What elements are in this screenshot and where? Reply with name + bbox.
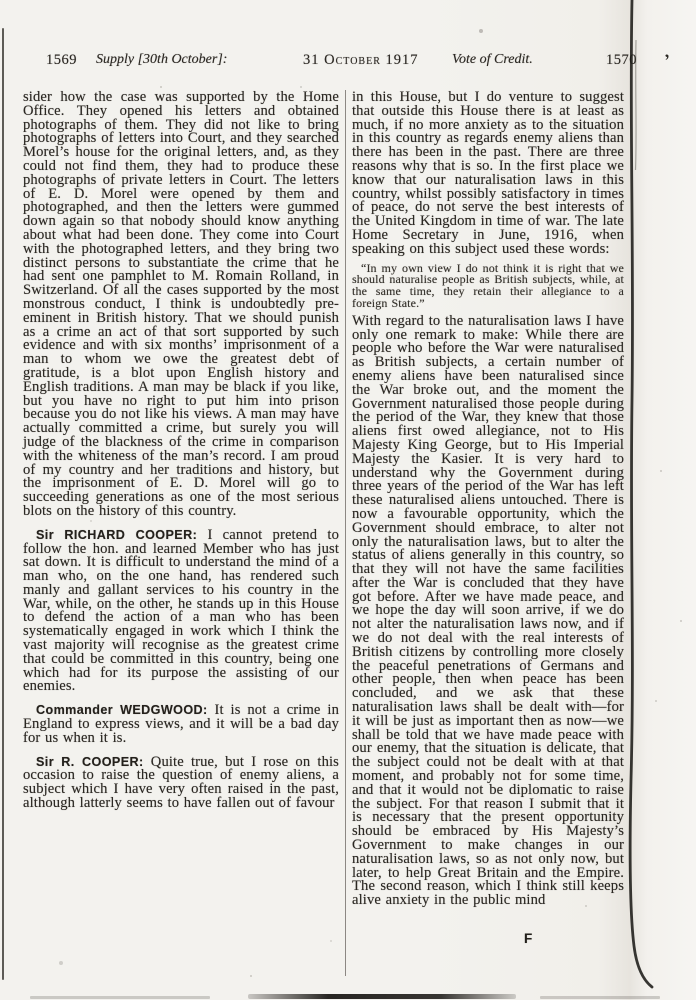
paragraph-continuation-right: in this House, but I do venture to suggest that outside this House there is at least as much, if no more anxiety as to the situation in this country as regards enemy aliens than there has been in the past. There are three reasons why that is so. In the first place we know that our naturalisation laws in this country, whilst possibly satisfactory in times of peace, do not serve the best interests of the United Kingdom in time of war. The late Home Secretary in June, 1916, when speaking on this subject used these words:: [352, 89, 624, 257]
running-title-left: Supply [30th October]:: [96, 52, 228, 67]
scan-smudge-right: [540, 996, 660, 999]
signature-mark: F: [524, 931, 533, 946]
header-date: 31 October 1917: [303, 52, 419, 68]
page-number-left: 1569: [46, 52, 77, 68]
paragraph-naturalisation: With regard to the naturalisation laws I have only one remark to make: While there are people who before the War were naturalised as British subjects, a certain number of enemy aliens have been naturalised since the War broke out, and the moment the Government naturalised those people during the period of the War, they knew that those aliens first owed allegiance, not to His Majesty King George, but to His Imperial Majesty the Kasier. It is very hard to understand why the Government during three years of the period of the War has left these naturalised aliens untouched. There is now a favourable opportunity, which the Government should embrace, to alter not only the naturalisation laws, but to alter the status of aliens generally in this country, so that they will not have the same facilities after the War is concluded that they have got before. After we have made peace, and we hope the day will soon arrive, if we do not alter the naturalisation laws now, and if we do not deal with the real interests of British citizens by controlling more closely the peaceful penetrations of Germans and other people, then when peace has been concluded, and we ask that these naturalisation laws shall be dealt with—for it will be just as important then as now—we shall be told that we have made peace with our enemy, that the situation is delicate, that the subject could not be dealt with at that moment, and probably not for some time, and that it would not be diplomatic to raise the subject. For that reason I submit that it is necessary that the present opportunity should be embraced by His Majesty’s Government to make changes in our naturalisation laws, so as not only now, but later, to help Great Britain and the Empire. The second reason, which I think still keeps alive anxiety in the public mind: [352, 312, 624, 909]
running-title-right: Vote of Credit.: [452, 52, 533, 67]
speech-commander-wedgwood: [23, 704, 339, 745]
speaker-name-richard-cooper: Sir RICHARD COOPER:: [36, 527, 198, 542]
speaker-name-wedgwood: Commander WEDGWOOD:: [36, 703, 208, 718]
ink-blot-artifact: ,: [661, 41, 671, 62]
page-edge-line: [2, 28, 4, 980]
speech-text-richard-cooper: I cannot pretend to follow the hon. and learned Member who has just sat down. It is difficult to understand the mind of a man who, on the one hand, has rendered such manly and gallant services to his country in the War, while, on the other, he stands up in this House to defend the action of a man who has been systematically engaged in work which I think the vast majority will recognise as the greatest crime that could be committed in this country, being one which had for its purpose the assisting of our enemies.: [23, 526, 339, 695]
right-column: [352, 91, 624, 908]
speech-sir-richard-cooper: [23, 526, 339, 695]
speech-text-wedgwood: It is not a crime in England to express views, and it will be a bad day for us when it is.: [23, 702, 339, 746]
blockquote-home-secretary: “In my own view I do not think it is right that we should naturalise people as British subjects, while, at the same time, they retain their allegiance to a foreign State.”: [352, 260, 624, 310]
scan-smudge-left: [30, 996, 210, 999]
speech-sir-r-cooper: [23, 753, 339, 812]
left-column: [23, 91, 339, 811]
column-divider-rule: [345, 90, 346, 976]
scan-noise-speckles: [0, 0, 2, 2]
speaker-name-r-cooper: Sir R. COOPER:: [36, 754, 144, 769]
speech-text-r-cooper: Quite true, but I rose on this occasion to raise the question of enemy aliens, a subject which I have very often raised in the past, although latterly seems to have fallen out of favour: [23, 753, 339, 812]
scan-smudge-bottom: [248, 994, 516, 999]
paragraph-continuation-left: sider how the case was supported by the Home Office. They opened his letters and obtained photographs of them. They did not like to bring photographs of letters into Court, and they searched Morel’s house for the original letters, and, as they could not find them, they had to produce these photographs of private letters in Court. The letters of E. D. Morel were opened by them and photographed, and then the letters were gummed down again so that nobody should know anything about what had been done. They come into Court with the photographed letters, and they bring two distinct persons to substantiate the crime that he had sent one pamphlet to M. Romain Rolland, in Switzerland. Of all the cases supported by the most monstrous conduct, I think is undoubtedly pre-eminent in British history. That we should punish as a crime an act of that sort supported by such evidence and with six months’ imprisonment of a man to whom we owe the greatest debt of gratitude, is a blot upon English history and English traditions. A man may be black if you like, but you have no right to put him into prison because you do not like his views. A man may have actually committed a crime, but surely you will judge of the blackness of the crime in comparison with the whiteness of the man’s record. I am proud of my country and her traditions and history, but the imprisonment of E. D. Morel will go to succeeding generations as one of the most serious blots on the history of this country.: [23, 89, 339, 519]
page-number-right: 1570: [606, 52, 637, 68]
